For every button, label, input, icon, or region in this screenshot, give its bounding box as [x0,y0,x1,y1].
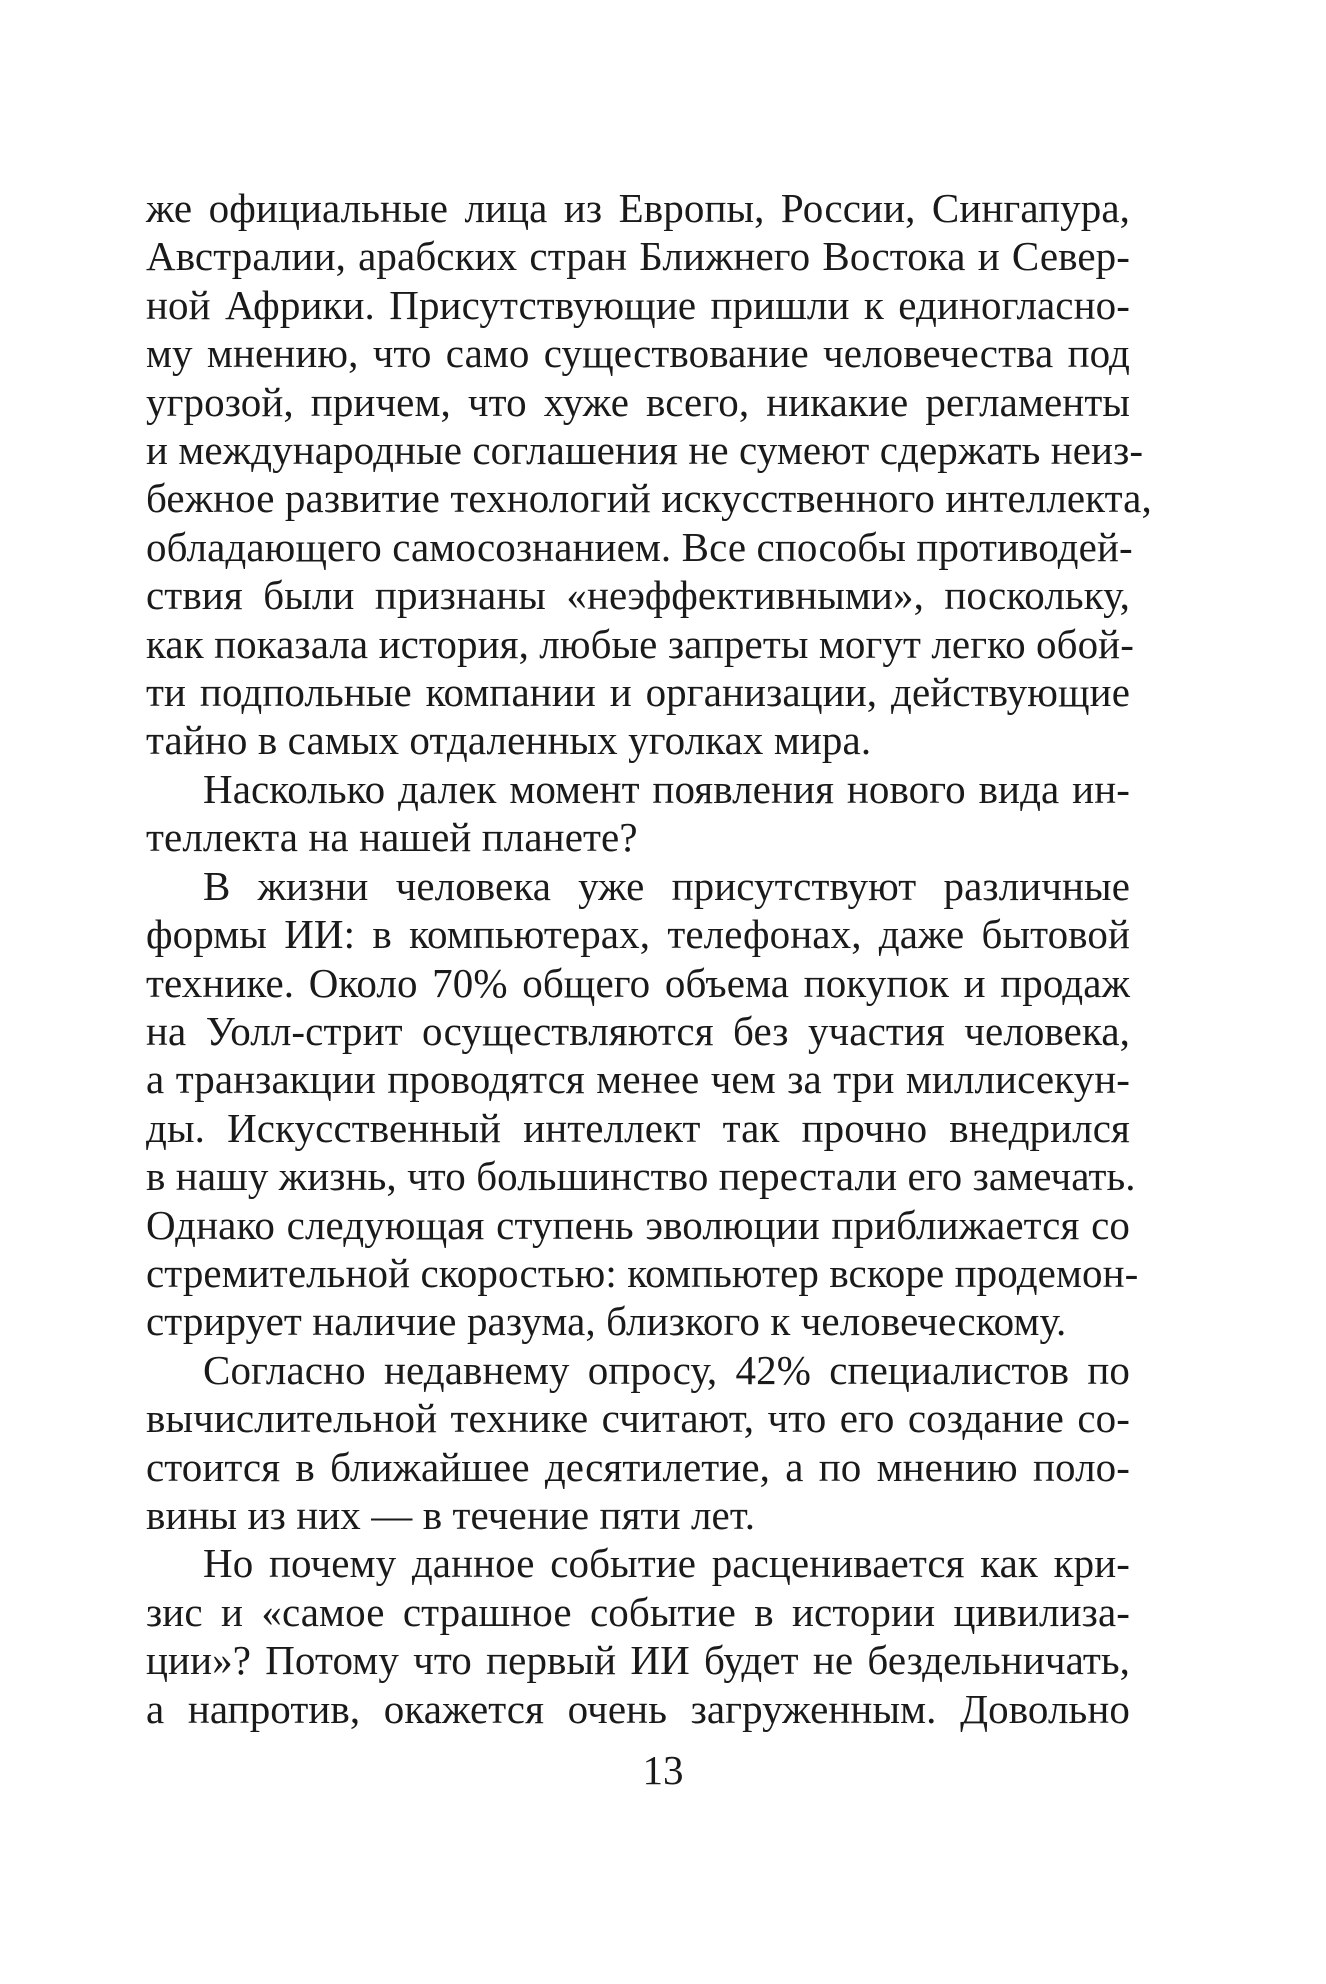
text-line: технике. Около 70% общего объема покупок и продаж [146,959,1130,1006]
text-line: теллекта на нашей планете? [146,814,638,861]
text-line: Австралии, арабских стран Ближнего Востока и Север- [146,233,1130,280]
text-line: вины из них — в течение пяти лет. [146,1491,756,1538]
text-line: тайно в самых отдаленных уголках мира. [146,717,872,764]
text-line: бежное развитие технологий искусственного интеллекта, [146,475,1152,522]
text-line: Насколько далек момент появления нового вида ин- [203,765,1130,812]
text-line: Согласно недавнему опросу, 42% специалистов по [203,1346,1130,1393]
text-line: же официальные лица из Европы, России, Сингапура, [146,185,1130,231]
text-line: му мнению, что само существование человечества под [146,330,1130,377]
text-line: стремительной скоростью: компьютер вскоре продемон- [146,1249,1139,1296]
paragraph-5 [146,1539,1130,1733]
text-line: зис и «самое страшное событие в истории цивилиза- [146,1588,1130,1635]
text-line: стрирует наличие разума, близкого к человеческому. [146,1298,1067,1345]
paragraph-3 [146,862,1139,1346]
page-number: 13 [642,1747,684,1793]
text-line: а транзакции проводятся менее чем за три миллисекун- [146,1056,1130,1103]
text-line: в нашу жизнь, что большинство перестали его замечать. [146,1153,1136,1200]
text-line: а напротив, окажется очень загруженным. Довольно [146,1685,1130,1732]
text-line: В жизни человека уже присутствуют различные [203,862,1130,909]
body-text [146,184,1152,1733]
text-line: Но почему данное событие расценивается как кри- [203,1540,1130,1587]
text-line: на Уолл-стрит осуществляются без участия человека, [146,1007,1130,1054]
paragraph-1 [146,184,1152,765]
text-line: обладающего самосознанием. Все способы противодей- [146,523,1133,570]
text-line: стоится в ближайшее десятилетие, а по мнению поло- [146,1443,1130,1490]
text-line: и международные соглашения не сумеют сдержать неиз- [146,427,1144,474]
text-line: ствия были признаны «неэффективными», поскольку, [146,572,1130,619]
text-line: угрозой, причем, что хуже всего, никакие регламенты [146,378,1130,425]
text-line: ти подпольные компании и организации, действующие [146,669,1130,716]
text-line: вычислительной технике считают, что его создание со- [146,1395,1130,1442]
text-line: ды. Искусственный интеллект так прочно внедрился [146,1104,1130,1151]
text-line: как показала история, любые запреты могут легко обой- [146,620,1134,667]
paragraph-4 [146,1346,1130,1540]
paragraph-2 [146,765,1130,862]
text-line: Однако следующая ступень эволюции приближается со [146,1201,1130,1248]
text-line: ной Африки. Присутствующие пришли к единогласно- [146,281,1130,328]
text-line: формы ИИ: в компьютерах, телефонах, даже бытовой [146,911,1130,958]
text-line: ции»? Потому что первый ИИ будет не бездельничать, [146,1637,1130,1684]
